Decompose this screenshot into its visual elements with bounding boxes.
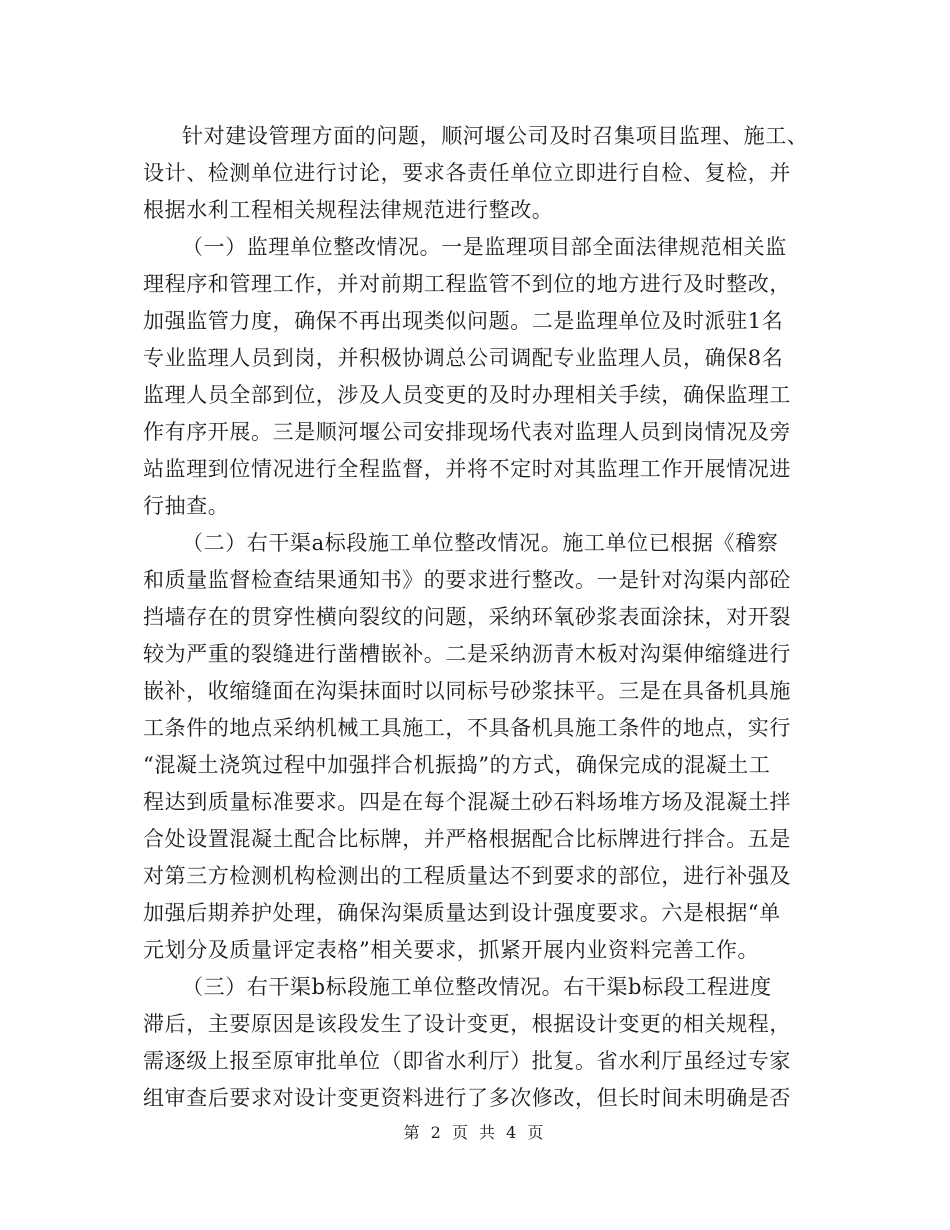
text-line: 加强后期养护处理，确保沟渠质量达到设计强度要求。六是根据“单 <box>143 901 781 925</box>
text-line: （一）监理单位整改情况。一是监理项目部全面法律规范相关监 <box>182 235 787 259</box>
text-line: 程达到质量标准要求。四是在每个混凝土砂石料场堆方场及混凝土拌 <box>143 790 791 814</box>
text-line: （二）右干渠a标段施工单位整改情况。施工单位已根据《稽察 <box>182 531 779 555</box>
text-line: 站监理到位情况进行全程监督，并将不定时对其监理工作开展情况进 <box>143 457 791 481</box>
document-body <box>143 118 809 1117</box>
text-line: 滞后，主要原因是该段发生了设计变更，根据设计变更的相关规程， <box>143 1012 791 1036</box>
text-line: 作有序开展。三是顺河堰公司安排现场代表对监理人员到岗情况及旁 <box>143 420 791 444</box>
text-line: 加强监管力度，确保不再出现类似问题。二是监理单位及时派驻1名 <box>143 309 784 333</box>
page-number-footer: 第 2 页 共 4 页 <box>403 1123 547 1142</box>
text-line: 对第三方检测机构检测出的工程质量达不到要求的部位，进行补强及 <box>143 864 791 888</box>
paragraph-supervision-rectification <box>143 229 795 525</box>
text-line: 嵌补，收缩缝面在沟渠抹面时以同标号砂浆抹平。三是在具备机具施 <box>143 679 791 703</box>
text-line: 行抽查。 <box>143 494 230 518</box>
text-line: “混凝土浇筑过程中加强拌合机振捣”的方式，确保完成的混凝土工 <box>143 753 771 777</box>
text-line: 设计、检测单位进行讨论，要求各责任单位立即进行自检、复检，并 <box>143 161 791 185</box>
text-line: 理程序和管理工作，并对前期工程监管不到位的地方进行及时整改， <box>143 272 791 296</box>
text-line: 和质量监督检查结果通知书》的要求进行整改。一是针对沟渠内部砼 <box>143 568 791 592</box>
text-line: 较为严重的裂缝进行凿槽嵌补。二是采纳沥青木板对沟渠伸缩缝进行 <box>143 642 791 666</box>
text-line: 根据水利工程相关规程法律规范进行整改。 <box>143 198 554 222</box>
text-line: （三）右干渠b标段施工单位整改情况。右干渠b标段工程进度 <box>182 975 772 999</box>
text-line: 工条件的地点采纳机械工具施工，不具备机具施工条件的地点，实行 <box>143 716 791 740</box>
paragraph-section-a-rectification <box>143 525 795 969</box>
text-line: 挡墙存在的贯穿性横向裂纹的问题，采纳环氧砂浆表面涂抹，对开裂 <box>143 605 791 629</box>
text-line: 监理人员全部到位，涉及人员变更的及时办理相关手续，确保监理工 <box>143 383 791 407</box>
text-line: 合处设置混凝土配合比标牌，并严格根据配合比标牌进行拌合。五是 <box>143 827 791 851</box>
text-line: 针对建设管理方面的问题，顺河堰公司及时召集项目监理、施工、 <box>182 124 809 148</box>
paragraph-construction-management <box>143 118 809 229</box>
text-line: 专业监理人员到岗，并积极协调总公司调配专业监理人员，确保8名 <box>143 346 784 370</box>
text-line: 元划分及质量评定表格”相关要求，抓紧开展内业资料完善工作。 <box>143 938 760 962</box>
text-line: 组审查后要求对设计变更资料进行了多次修改，但长时间未明确是否 <box>143 1086 791 1110</box>
paragraph-section-b-rectification <box>143 969 795 1117</box>
text-line: 需逐级上报至原审批单位（即省水利厅）批复。省水利厅虽经过专家 <box>143 1049 791 1073</box>
